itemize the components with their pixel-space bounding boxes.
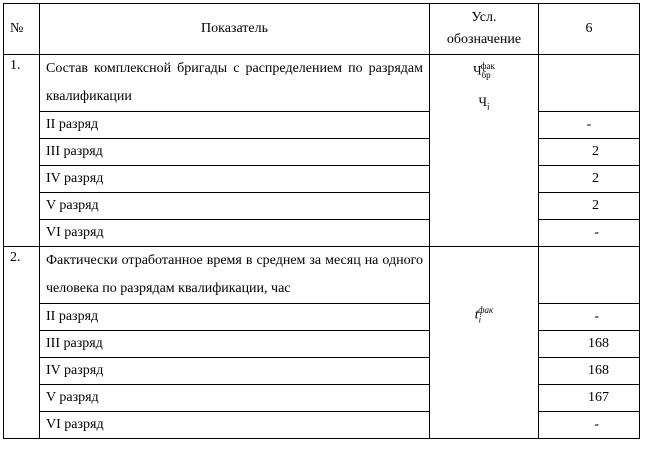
rank-label: VI разряд: [40, 412, 430, 439]
table-header-row: [4, 4, 640, 55]
value-cell: 2: [539, 166, 640, 193]
rank-label: II разряд: [40, 112, 430, 139]
table-row: [4, 385, 640, 412]
header-symbol: Усл. обозначение: [430, 4, 539, 55]
value-cell: -: [539, 220, 640, 247]
header-value: 6: [539, 4, 640, 55]
value-cell: [539, 247, 640, 304]
table-row: [4, 220, 640, 247]
value-cell: 168: [539, 358, 640, 385]
value-cell: -: [539, 112, 640, 139]
table-row: [4, 304, 640, 331]
value-cell: [539, 55, 640, 112]
indicator-title: Фактически отработанное время в среднем за месяц на одного человека по разрядам квалификации, час: [40, 247, 430, 304]
rank-label: IV разряд: [40, 358, 430, 385]
value-cell: 168: [539, 331, 640, 358]
symbol-time: $t_i^{фак}$: [474, 305, 494, 325]
value-cell: 2: [539, 139, 640, 166]
rank-label: IV разряд: [40, 166, 430, 193]
indicator-table: [3, 3, 640, 439]
value-cell: -: [539, 412, 640, 439]
indicator-title: Состав комплексной бригады с распределением по разрядам квалификации: [40, 55, 430, 112]
row-number: 1.: [4, 55, 40, 247]
table-row: [4, 358, 640, 385]
table-row: [4, 331, 640, 358]
value-cell: -: [539, 304, 640, 331]
value-cell: 167: [539, 385, 640, 412]
row-number: 2.: [4, 247, 40, 439]
rank-label: III разряд: [40, 331, 430, 358]
rank-label: V разряд: [40, 385, 430, 412]
rank-label: V разряд: [40, 193, 430, 220]
rank-label: II разряд: [40, 304, 430, 331]
value-cell: 2: [539, 193, 640, 220]
header-num: №: [4, 4, 40, 55]
symbol-main: $Ч_{бр}^{фак}$: [473, 61, 495, 80]
table-row: [4, 139, 640, 166]
table-row: [4, 166, 640, 193]
table-row: [4, 112, 640, 139]
table-row: [4, 247, 640, 304]
symbol-cell: [430, 55, 539, 247]
table-row: [4, 193, 640, 220]
rank-label: III разряд: [40, 139, 430, 166]
symbol-cell: [430, 247, 539, 439]
header-indicator: Показатель: [40, 4, 430, 55]
table-row: [4, 55, 640, 112]
symbol-rank: $Ч_i$: [478, 93, 490, 112]
rank-label: VI разряд: [40, 220, 430, 247]
table-row: [4, 412, 640, 439]
